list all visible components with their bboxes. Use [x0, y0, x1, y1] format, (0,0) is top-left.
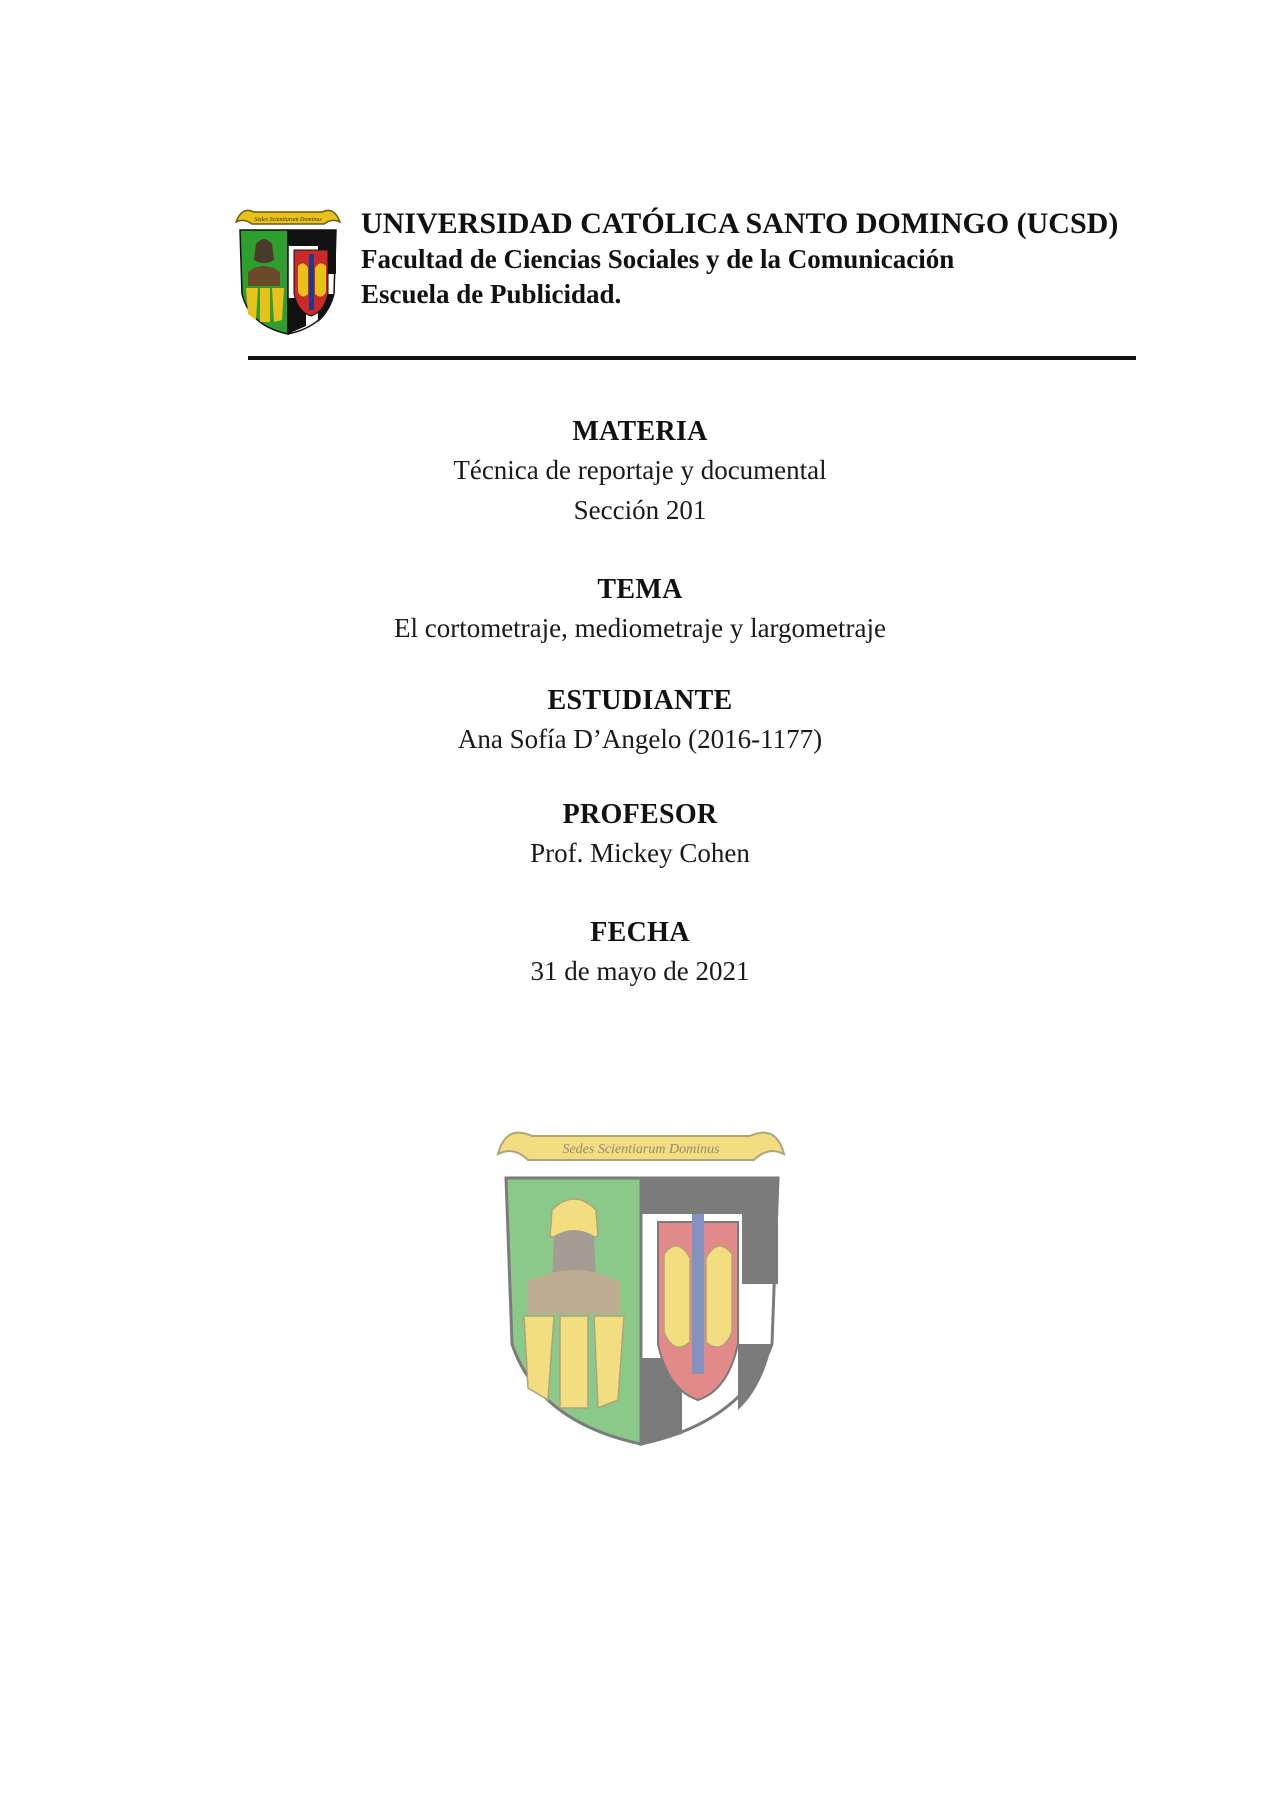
- materia-course: Técnica de reportaje y documental: [453, 455, 827, 485]
- university-name: UNIVERSIDAD CATÓLICA SANTO DOMINGO (UCSD): [361, 207, 1119, 240]
- university-crest-icon: [232, 202, 344, 338]
- crest-motto: Sedes Scientiarum Dominus: [254, 217, 322, 223]
- materia-section-number: Sección 201: [573, 495, 707, 525]
- fecha-date: 31 de mayo de 2021: [530, 956, 750, 986]
- profesor-name: Prof. Mickey Cohen: [530, 838, 750, 868]
- tema-heading: TEMA: [597, 574, 683, 605]
- large-crest-motto: Sedes Scientiarum Dominus: [562, 1142, 720, 1157]
- tema-section: [290, 572, 990, 648]
- estudiante-section: [290, 683, 990, 759]
- materia-heading: MATERIA: [572, 416, 708, 447]
- large-crest-watermark-icon: [492, 1118, 790, 1450]
- header-divider: [248, 356, 1136, 360]
- faculty-name: Facultad de Ciencias Sociales y de la Comunicación: [361, 244, 955, 274]
- tema-topic: El cortometraje, mediometraje y largometraje: [393, 613, 887, 643]
- profesor-section: [290, 797, 990, 873]
- estudiante-heading: ESTUDIANTE: [547, 685, 733, 716]
- school-name: Escuela de Publicidad.: [361, 279, 622, 309]
- materia-section: [290, 414, 990, 530]
- institution-header: [361, 206, 1161, 312]
- profesor-heading: PROFESOR: [562, 799, 718, 830]
- fecha-section: [290, 915, 990, 991]
- estudiante-name: Ana Sofía D’Angelo (2016-1177): [457, 724, 823, 754]
- fecha-heading: FECHA: [590, 917, 690, 948]
